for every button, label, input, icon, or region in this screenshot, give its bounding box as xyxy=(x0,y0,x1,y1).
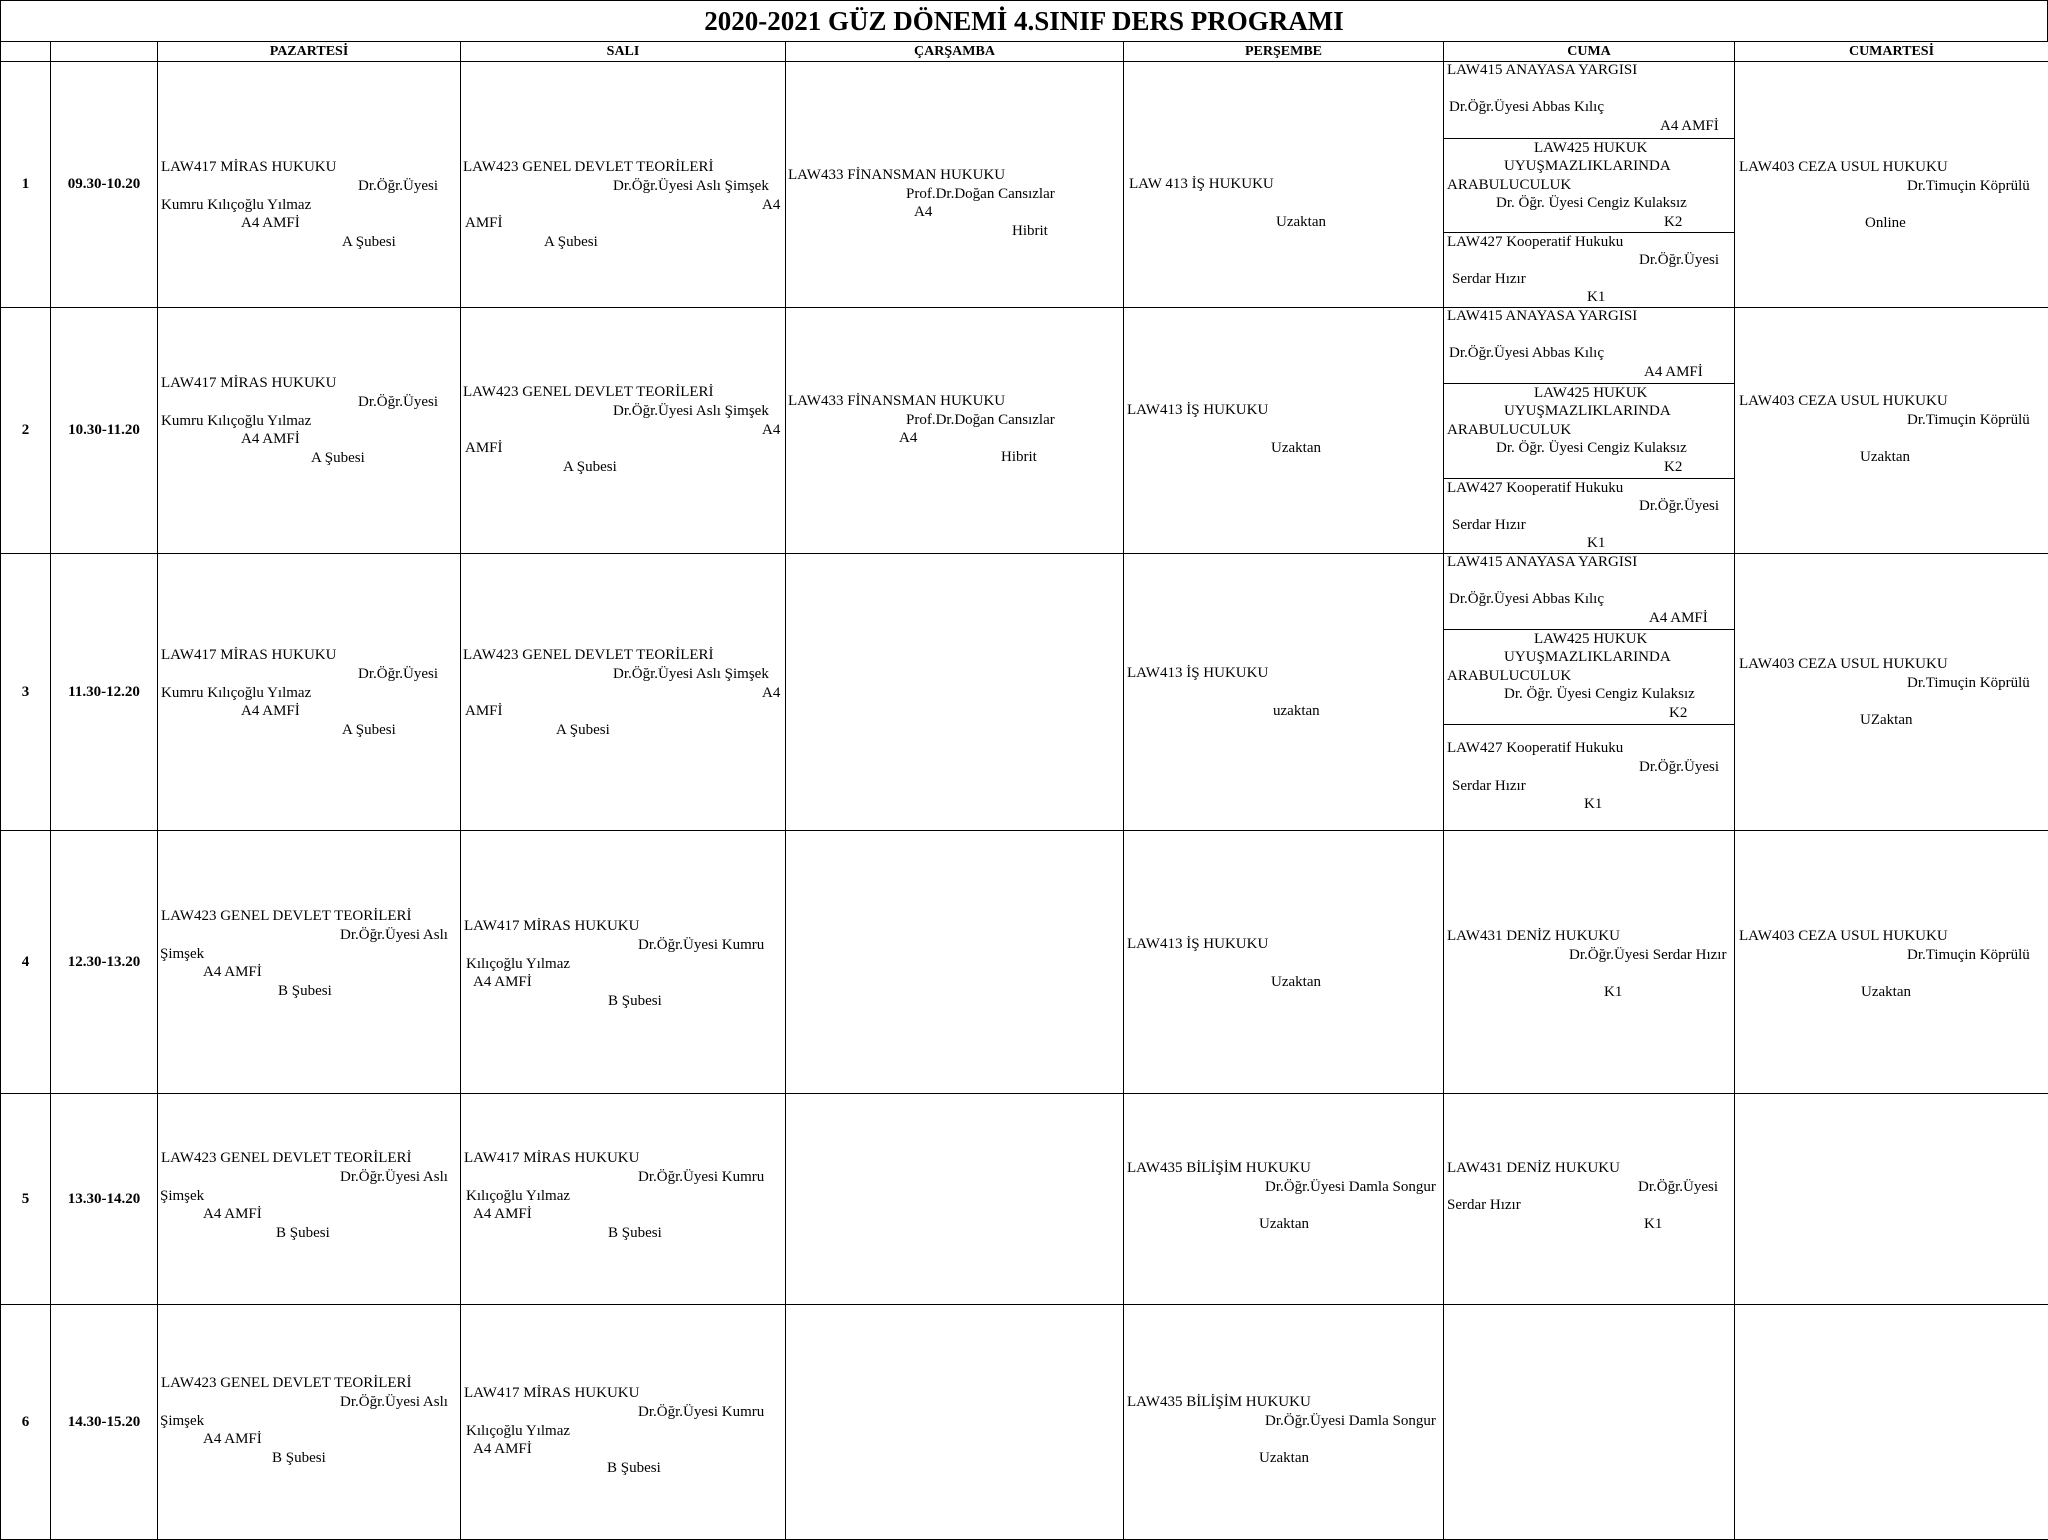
course-line: B Şubesi xyxy=(272,1449,326,1467)
course-line: LAW423 GENEL DEVLET TEORİLERİ xyxy=(463,158,714,176)
page-title: 2020-2021 GÜZ DÖNEMİ 4.SINIF DERS PROGRAMI xyxy=(0,0,2048,42)
course-cell xyxy=(1444,308,1735,554)
course-line: LAW403 CEZA USUL HUKUKU xyxy=(1739,927,1948,945)
table-row xyxy=(1,831,2048,1094)
course-line: A4 AMFİ xyxy=(203,1430,262,1448)
course-line: Online xyxy=(1865,214,1906,232)
course-cell xyxy=(786,1305,1124,1540)
course-line: Dr.Öğr.Üyesi xyxy=(1638,1178,1718,1196)
course-line: Prof.Dr.Doğan Cansızlar xyxy=(906,185,1055,203)
course-line: Dr.Öğr.Üyesi Aslı xyxy=(340,1168,448,1186)
course-cell xyxy=(461,1094,786,1305)
course-line: LAW417 MİRAS HUKUKU xyxy=(464,1384,639,1402)
course-line: Dr.Timuçin Köprülü xyxy=(1907,177,2030,195)
course-cell xyxy=(786,831,1124,1094)
course-line: A Şubesi xyxy=(556,721,610,739)
course-line: LAW417 MİRAS HUKUKU xyxy=(464,1149,639,1167)
course-line: LAW433 FİNANSMAN HUKUKU xyxy=(788,392,1005,410)
course-line: K1 xyxy=(1644,1215,1662,1233)
course-line: LAW423 GENEL DEVLET TEORİLERİ xyxy=(161,1374,412,1392)
course-line: uzaktan xyxy=(1273,702,1320,720)
course-line: Dr.Öğr.Üyesi Kumru xyxy=(638,936,764,954)
course-line: A Şubesi xyxy=(342,721,396,739)
course-cell xyxy=(1735,831,2048,1094)
course-cell xyxy=(461,62,786,308)
course-line: Şimşek xyxy=(160,1412,204,1430)
course-line: AMFİ xyxy=(465,439,503,457)
course-cell xyxy=(1735,1305,2048,1540)
period-time: 13.30-14.20 xyxy=(51,1094,158,1305)
course-line: LAW427 Kooperatif Hukuku xyxy=(1447,233,1623,251)
course-line: AMFİ xyxy=(465,214,503,232)
period-number: 3 xyxy=(1,554,51,831)
course-line: Dr.Öğr.Üyesi Aslı xyxy=(340,926,448,944)
course-line: Uzaktan xyxy=(1861,983,1911,1001)
course-line: Dr.Öğr.Üyesi Kumru xyxy=(638,1168,764,1186)
course-line: Dr.Öğr.Üyesi xyxy=(358,177,438,195)
course-line: LAW403 CEZA USUL HUKUKU xyxy=(1739,392,1948,410)
course-line: ARABULUCULUK xyxy=(1447,421,1571,439)
course-subcell xyxy=(1444,725,1734,831)
course-line: Dr.Öğr.Üyesi xyxy=(358,393,438,411)
course-line: ARABULUCULUK xyxy=(1447,667,1571,685)
course-line: Dr.Öğr.Üyesi Aslı Şimşek xyxy=(613,177,769,195)
course-line: A4 xyxy=(762,684,780,702)
course-line: Dr.Öğr.Üyesi Abbas Kılıç xyxy=(1449,98,1604,116)
course-line: A4 AMFİ xyxy=(1649,609,1708,627)
course-line: Kılıçoğlu Yılmaz xyxy=(466,955,570,973)
course-line: Şimşek xyxy=(160,1187,204,1205)
period-number: 6 xyxy=(1,1305,51,1540)
course-line: B Şubesi xyxy=(608,992,662,1010)
course-cell xyxy=(786,62,1124,308)
table-row xyxy=(1,1305,2048,1540)
course-line: Dr. Öğr. Üyesi Cengiz Kulaksız xyxy=(1496,439,1687,457)
course-line: Dr.Öğr.Üyesi Kumru xyxy=(638,1403,764,1421)
course-cell xyxy=(461,831,786,1094)
course-line: Şimşek xyxy=(160,945,204,963)
table-row xyxy=(1,62,2048,308)
course-line: Kumru Kılıçoğlu Yılmaz xyxy=(161,684,311,702)
course-line: K1 xyxy=(1587,534,1605,552)
course-line: UZaktan xyxy=(1860,711,1912,729)
course-line: LAW413 İŞ HUKUKU xyxy=(1127,664,1268,682)
course-subcell xyxy=(1444,384,1734,479)
course-subcell xyxy=(1444,62,1734,139)
course-line: LAW415 ANAYASA YARGISI xyxy=(1447,308,1637,326)
course-line: A4 AMFİ xyxy=(473,1205,532,1223)
course-line: Dr.Öğr.Üyesi Aslı xyxy=(340,1393,448,1411)
course-cell xyxy=(1735,62,2048,308)
header-day: PAZARTESİ xyxy=(158,42,461,62)
course-line: A4 AMFİ xyxy=(241,702,300,720)
course-cell xyxy=(1444,1094,1735,1305)
course-line: A4 xyxy=(899,429,917,447)
course-line: LAW431 DENİZ HUKUKU xyxy=(1447,1159,1620,1177)
course-line: UYUŞMAZLIKLARINDA xyxy=(1504,648,1671,666)
course-line: B Şubesi xyxy=(278,982,332,1000)
course-line: LAW 413 İŞ HUKUKU xyxy=(1129,175,1274,193)
course-line: Dr.Öğr.Üyesi Aslı Şimşek xyxy=(613,665,769,683)
course-cell xyxy=(786,1094,1124,1305)
course-line: K2 xyxy=(1664,458,1682,476)
course-cell xyxy=(1444,554,1735,831)
course-line: LAW417 MİRAS HUKUKU xyxy=(464,917,639,935)
course-cell xyxy=(158,1305,461,1540)
course-line: Dr.Öğr.Üyesi Damla Songur xyxy=(1265,1178,1436,1196)
course-cell xyxy=(461,308,786,554)
course-line: Dr.Öğr.Üyesi Damla Songur xyxy=(1265,1412,1436,1430)
course-line: B Şubesi xyxy=(608,1224,662,1242)
course-line: K2 xyxy=(1664,213,1682,231)
course-cell xyxy=(1124,831,1444,1094)
course-line: A4 AMFİ xyxy=(1644,363,1703,381)
course-line: LAW415 ANAYASA YARGISI xyxy=(1447,62,1637,80)
course-cell xyxy=(1124,62,1444,308)
course-line: A4 AMFİ xyxy=(473,1440,532,1458)
course-line: A4 AMFİ xyxy=(203,1205,262,1223)
period-number: 5 xyxy=(1,1094,51,1305)
header-time xyxy=(51,42,158,62)
course-line: A4 AMFİ xyxy=(1660,117,1719,135)
course-line: LAW413 İŞ HUKUKU xyxy=(1127,401,1268,419)
course-line: Kılıçoğlu Yılmaz xyxy=(466,1187,570,1205)
period-time: 09.30-10.20 xyxy=(51,62,158,308)
course-line: LAW403 CEZA USUL HUKUKU xyxy=(1739,158,1948,176)
course-line: LAW417 MİRAS HUKUKU xyxy=(161,158,336,176)
schedule-table xyxy=(0,41,2048,1540)
course-line: LAW413 İŞ HUKUKU xyxy=(1127,935,1268,953)
course-line: Uzaktan xyxy=(1271,973,1321,991)
course-line: A Şubesi xyxy=(544,233,598,251)
course-line: Prof.Dr.Doğan Cansızlar xyxy=(906,411,1055,429)
period-time: 11.30-12.20 xyxy=(51,554,158,831)
course-line: A Şubesi xyxy=(342,233,396,251)
course-line: Dr. Öğr. Üyesi Cengiz Kulaksız xyxy=(1504,685,1695,703)
period-time: 12.30-13.20 xyxy=(51,831,158,1094)
course-line: A4 AMFİ xyxy=(241,430,300,448)
course-line: Uzaktan xyxy=(1259,1449,1309,1467)
course-line: LAW425 HUKUK xyxy=(1534,139,1647,157)
course-cell xyxy=(158,308,461,554)
course-subcell xyxy=(1444,233,1734,308)
course-line: LAW427 Kooperatif Hukuku xyxy=(1447,479,1623,497)
course-line: LAW433 FİNANSMAN HUKUKU xyxy=(788,166,1005,184)
course-subcell xyxy=(1444,630,1734,725)
course-line: Serdar Hızır xyxy=(1452,270,1526,288)
header-num xyxy=(1,42,51,62)
course-line: B Şubesi xyxy=(607,1459,661,1477)
course-cell xyxy=(786,554,1124,831)
course-cell xyxy=(158,62,461,308)
table-row xyxy=(1,308,2048,554)
course-line: Dr. Öğr. Üyesi Cengiz Kulaksız xyxy=(1496,194,1687,212)
course-line: LAW431 DENİZ HUKUKU xyxy=(1447,927,1620,945)
period-number: 4 xyxy=(1,831,51,1094)
course-line: Dr.Timuçin Köprülü xyxy=(1907,411,2030,429)
course-line: Serdar Hızır xyxy=(1452,777,1526,795)
course-cell xyxy=(158,554,461,831)
course-line: LAW403 CEZA USUL HUKUKU xyxy=(1739,655,1948,673)
course-line: Dr.Öğr.Üyesi xyxy=(1639,497,1719,515)
course-line: Uzaktan xyxy=(1259,1215,1309,1233)
course-cell xyxy=(1124,1305,1444,1540)
course-cell xyxy=(158,831,461,1094)
course-subcell xyxy=(1444,139,1734,233)
course-cell xyxy=(158,1094,461,1305)
course-line: Dr.Öğr.Üyesi xyxy=(1639,758,1719,776)
course-line: A Şubesi xyxy=(311,449,365,467)
course-subcell xyxy=(1444,308,1734,384)
course-line: LAW423 GENEL DEVLET TEORİLERİ xyxy=(463,383,714,401)
course-line: Uzaktan xyxy=(1276,213,1326,231)
course-line: Hibrit xyxy=(1001,448,1037,466)
course-line: LAW427 Kooperatif Hukuku xyxy=(1447,739,1623,757)
course-line: Dr.Öğr.Üyesi xyxy=(358,665,438,683)
header-day: CUMA xyxy=(1444,42,1735,62)
course-line: LAW423 GENEL DEVLET TEORİLERİ xyxy=(161,1149,412,1167)
course-line: Dr.Öğr.Üyesi Abbas Kılıç xyxy=(1449,590,1604,608)
course-line: K2 xyxy=(1669,704,1687,722)
course-cell xyxy=(1444,62,1735,308)
course-line: Serdar Hızır xyxy=(1452,516,1526,534)
course-line: Dr.Öğr.Üyesi Serdar Hızır xyxy=(1569,946,1726,964)
course-line: Dr.Öğr.Üyesi xyxy=(1639,251,1719,269)
course-line: A4 xyxy=(762,196,780,214)
course-line: LAW435 BİLİŞİM HUKUKU xyxy=(1127,1393,1311,1411)
course-line: Uzaktan xyxy=(1860,448,1910,466)
course-line: A4 xyxy=(914,203,932,221)
course-line: LAW425 HUKUK xyxy=(1534,630,1647,648)
course-line: LAW423 GENEL DEVLET TEORİLERİ xyxy=(161,907,412,925)
course-line: LAW417 MİRAS HUKUKU xyxy=(161,374,336,392)
header-day: CUMARTESİ xyxy=(1735,42,2048,62)
course-cell xyxy=(1124,1094,1444,1305)
course-line: UYUŞMAZLIKLARINDA xyxy=(1504,402,1671,420)
course-line: Dr.Timuçin Köprülü xyxy=(1907,674,2030,692)
course-line: UYUŞMAZLIKLARINDA xyxy=(1504,157,1671,175)
course-cell xyxy=(1735,308,2048,554)
header-row xyxy=(1,42,2048,62)
course-line: LAW423 GENEL DEVLET TEORİLERİ xyxy=(463,646,714,664)
course-subcell xyxy=(1444,554,1734,630)
header-day: SALI xyxy=(461,42,786,62)
course-line: K1 xyxy=(1587,288,1605,306)
course-line: B Şubesi xyxy=(276,1224,330,1242)
course-line: Uzaktan xyxy=(1271,439,1321,457)
course-cell xyxy=(461,554,786,831)
course-line: Kılıçoğlu Yılmaz xyxy=(466,1422,570,1440)
course-cell xyxy=(1735,554,2048,831)
course-cell xyxy=(1735,1094,2048,1305)
course-line: Serdar Hızır xyxy=(1447,1196,1521,1214)
course-line: A4 xyxy=(762,421,780,439)
course-line: Kumru Kılıçoğlu Yılmaz xyxy=(161,196,311,214)
course-line: A4 AMFİ xyxy=(473,973,532,991)
course-line: K1 xyxy=(1604,983,1622,1001)
course-line: A4 AMFİ xyxy=(203,963,262,981)
header-day: ÇARŞAMBA xyxy=(786,42,1124,62)
course-cell xyxy=(1444,831,1735,1094)
course-line: Dr.Öğr.Üyesi Abbas Kılıç xyxy=(1449,344,1604,362)
header-day: PERŞEMBE xyxy=(1124,42,1444,62)
table-row xyxy=(1,1094,2048,1305)
course-line: Dr.Timuçin Köprülü xyxy=(1907,946,2030,964)
course-line: A4 AMFİ xyxy=(241,214,300,232)
course-line: ARABULUCULUK xyxy=(1447,176,1571,194)
course-line: LAW435 BİLİŞİM HUKUKU xyxy=(1127,1159,1311,1177)
course-cell xyxy=(1124,308,1444,554)
course-cell xyxy=(1444,1305,1735,1540)
period-time: 14.30-15.20 xyxy=(51,1305,158,1540)
course-line: Dr.Öğr.Üyesi Aslı Şimşek xyxy=(613,402,769,420)
course-cell xyxy=(786,308,1124,554)
course-line: Hibrit xyxy=(1012,222,1048,240)
course-line: LAW425 HUKUK xyxy=(1534,384,1647,402)
course-line: LAW415 ANAYASA YARGISI xyxy=(1447,554,1637,572)
course-line: A Şubesi xyxy=(563,458,617,476)
period-number: 2 xyxy=(1,308,51,554)
course-line: LAW417 MİRAS HUKUKU xyxy=(161,646,336,664)
course-cell xyxy=(1124,554,1444,831)
course-line: K1 xyxy=(1584,795,1602,813)
course-cell xyxy=(461,1305,786,1540)
course-line: AMFİ xyxy=(465,702,503,720)
course-subcell xyxy=(1444,479,1734,554)
period-time: 10.30-11.20 xyxy=(51,308,158,554)
period-number: 1 xyxy=(1,62,51,308)
course-line: Kumru Kılıçoğlu Yılmaz xyxy=(161,412,311,430)
table-row xyxy=(1,554,2048,831)
